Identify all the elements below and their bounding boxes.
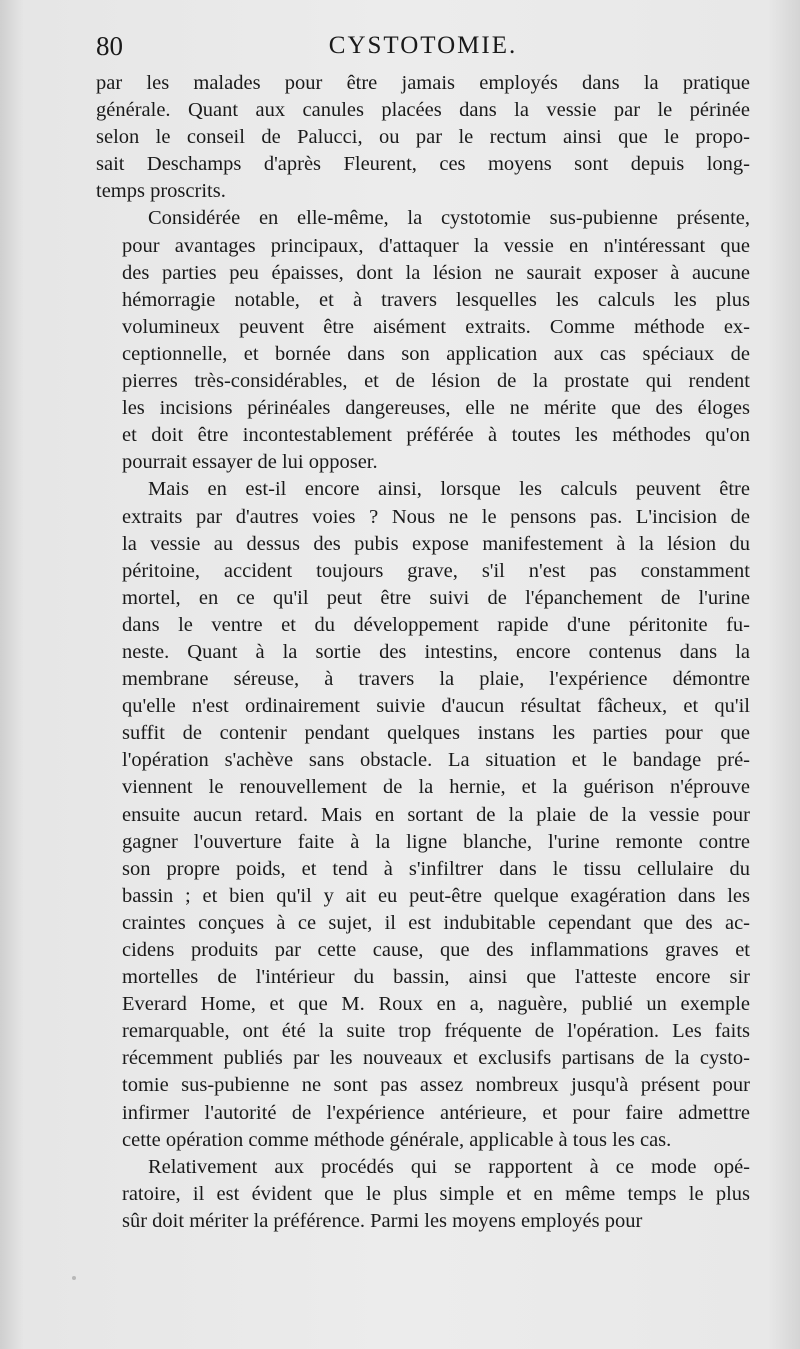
text-line: remarquable, ont été la suite trop fréquente de l'opération. Les faits <box>122 1020 750 1043</box>
running-title: CYSTOTOMIE. <box>328 32 518 59</box>
text-line: Everard Home, et que M. Roux en a, naguère, publié un exemple <box>122 993 750 1016</box>
paragraph <box>96 476 750 1153</box>
text-line: viennent le renouvellement de la hernie, et la guérison n'éprouve <box>122 776 750 799</box>
text-line: sait Deschamps d'après Fleurent, ces moyens sont depuis long- <box>96 153 750 176</box>
text-line: qu'elle n'est ordinairement suivie d'aucun résultat fâcheux, et qu'il <box>122 695 750 718</box>
text-line: hémorragie notable, et à travers lesquelles les calculs les plus <box>122 288 750 311</box>
text-line: Relativement aux procédés qui se rapportent à ce mode opé- <box>148 1155 750 1178</box>
body-text <box>96 70 750 1235</box>
text-line: suffit de contenir pendant quelques instans les parties pour que <box>122 722 750 745</box>
text-line: mortelles de l'intérieur du bassin, ainsi que l'atteste encore sir <box>122 966 750 989</box>
text-line: Considérée en elle-même, la cystotomie sus-pubienne présente, <box>148 207 750 230</box>
text-line: bassin ; et bien qu'il y ait eu peut-être quelque exagération dans les <box>122 884 750 907</box>
text-line: selon le conseil de Palucci, ou par le rectum ainsi que le propo- <box>96 126 750 149</box>
text-line: pour avantages principaux, d'attaquer la vessie en n'intéressant que <box>122 234 750 257</box>
text-line: péritoine, accident toujours grave, s'il n'est pas constamment <box>122 559 750 582</box>
text-line: pourrait essayer de lui opposer. <box>122 451 378 474</box>
text-line: des parties peu épaisses, dont la lésion ne saurait exposer à aucune <box>122 261 750 284</box>
text-line: dans le ventre et du développement rapide d'une péritonite fu- <box>122 613 750 636</box>
text-line: pierres très-considérables, et de lésion de la prostate qui rendent <box>122 370 750 393</box>
text-line: ceptionnelle, et bornée dans son application aux cas spéciaux de <box>122 342 750 365</box>
text-line: Mais en est-il encore ainsi, lorsque les calculs peuvent être <box>148 478 750 501</box>
paragraph <box>96 205 750 476</box>
text-line: récemment publiés par les nouveaux et exclusifs partisans de la cysto- <box>122 1047 750 1070</box>
text-line: temps proscrits. <box>96 180 226 203</box>
text-line: ensuite aucun retard. Mais en sortant de la plaie de la vessie pour <box>122 803 750 826</box>
text-line: cidens produits par cette cause, que des inflammations graves et <box>122 939 750 961</box>
paragraph <box>96 70 750 205</box>
text-line: infirmer l'autorité de l'expérience antérieure, et pour faire admettre <box>122 1101 750 1124</box>
page-number: 80 <box>96 31 123 61</box>
text-line: les incisions périnéales dangereuses, elle ne mérite que des éloges <box>122 397 750 420</box>
text-line: tomie sus-pubienne ne sont pas assez nombreux jusqu'à présent pour <box>122 1074 750 1097</box>
text-line: membrane séreuse, à travers la plaie, l'expérience démontre <box>122 668 750 691</box>
text-line: gagner l'ouverture faite à la ligne blanche, l'urine remonte contre <box>122 830 750 853</box>
page-header <box>96 28 750 64</box>
paragraph <box>96 1154 750 1235</box>
text-line: mortel, en ce qu'il peut être suivi de l'épanchement de l'urine <box>122 586 750 609</box>
text-line: sûr doit mériter la préférence. Parmi les moyens employés pour <box>122 1209 643 1232</box>
text-line: générale. Quant aux canules placées dans la vessie par le périnée <box>96 99 750 122</box>
text-line: craintes conçues à ce sujet, il est indubitable cependant que des ac- <box>122 911 750 934</box>
text-line: neste. Quant à la sortie des intestins, encore contenus dans la <box>122 640 750 663</box>
text-line: extraits par d'autres voies ? Nous ne le pensons pas. L'incision de <box>122 505 750 528</box>
paper-smudge <box>72 1276 76 1280</box>
text-line: cette opération comme méthode générale, applicable à tous les cas. <box>122 1128 672 1151</box>
text-line: ratoire, il est évident que le plus simple et en même temps le plus <box>122 1182 750 1205</box>
text-line: et doit être incontestablement préférée à toutes les méthodes qu'on <box>122 424 750 447</box>
text-line: son propre poids, et tend à s'infiltrer dans le tissu cellulaire du <box>122 857 750 880</box>
text-line: l'opération s'achève sans obstacle. La situation et le bandage pré- <box>122 749 750 772</box>
text-line: volumineux peuvent être aisément extraits. Comme méthode ex- <box>122 315 750 338</box>
text-line: par les malades pour être jamais employés dans la pratique <box>96 72 750 94</box>
text-line: la vessie au dessus des pubis expose manifestement à la lésion du <box>122 532 750 555</box>
